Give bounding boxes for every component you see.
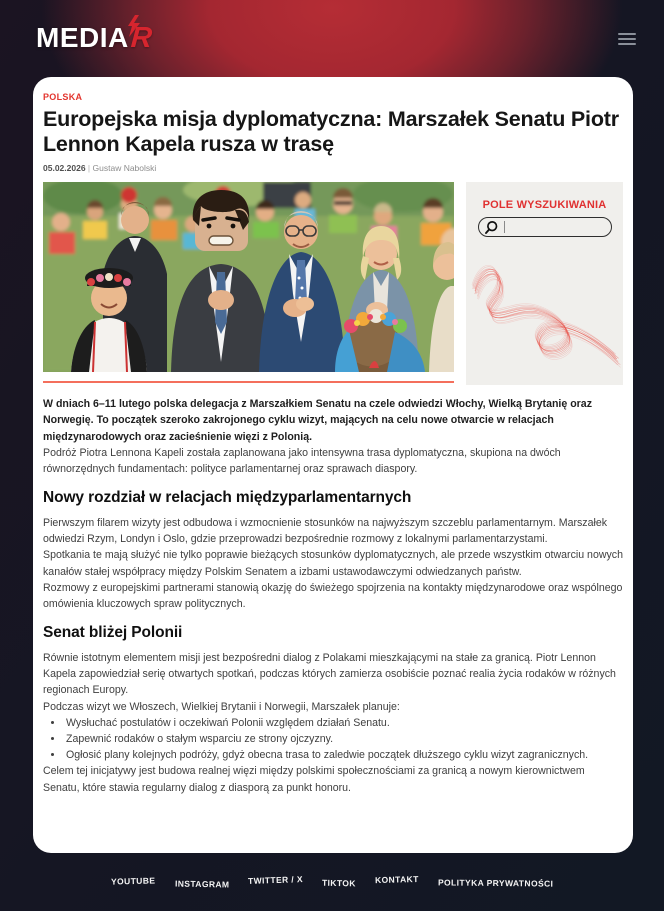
media-row	[43, 182, 623, 385]
category-label[interactable]: POLSKA	[43, 92, 83, 102]
paragraph: Pierwszym filarem wizyty jest odbudowa i wzmocnienie stosunków na najwyższym szczeblu parlamentarnym. Marszałek odwiedzi Rzym, Londyn i Oslo, gdzie przeprowadzi bezpośrednie rozmowy z lokalnymi parlamentarzystami.	[43, 517, 608, 546]
search-label: POLE WYSZUKIWANIA	[482, 199, 607, 212]
site-footer	[0, 853, 664, 911]
article-author: Gustaw Nabolski	[92, 163, 157, 174]
footer-link-privacy[interactable]: POLITYKA PRYWATNOŚCI	[437, 877, 553, 889]
article-date: 05.02.2026	[43, 163, 86, 174]
paragraph: Równie istotnym elementem misji jest bezpośredni dialog z Polakami mieszkającymi na stałe za granicą. Piotr Lennon Kapela zapowiedział serię otwartych spotkań, podczas których zamierza osobiście poznać realia życia rodaków w różnych regionach Europy.	[43, 651, 616, 697]
bullet-item: • Wysłuchać postulatów i oczekiwań Polonii względem działań Senatu.	[64, 715, 623, 731]
logo-text-r: R	[129, 22, 153, 54]
bullet-list	[43, 715, 623, 764]
photo-column	[43, 182, 454, 383]
article-meta	[43, 163, 623, 173]
search-panel	[466, 182, 623, 385]
search-input[interactable]	[505, 220, 606, 234]
article-card	[33, 77, 633, 853]
magnifier-icon	[484, 220, 499, 235]
closing-paragraph: Celem tej inicjatywy jest budowa realnej więzi między polskimi społecznościami za granicą a nowym kierownictwem Senatu, które stawia regularny dialog z diasporą za punkt honoru.	[43, 765, 585, 794]
bullet-item: • Ogłosić plany kolejnych podróży, gdyż obecna trasa to zaledwie początek dłuższego cyklu wizyt zagranicznych.	[64, 747, 623, 763]
bullet-item: • Zapewnić rodaków o stałym wsparciu ze strony ojczyzny.	[64, 731, 623, 747]
meta-separator: |	[87, 163, 91, 174]
hamburger-menu-icon[interactable]	[618, 29, 636, 49]
paragraph: Podczas wizyt we Włoszech, Wielkiej Brytanii i Norwegii, Marszałek planuje:	[43, 700, 400, 713]
footer-link-twitter[interactable]: TWITTER / X	[247, 874, 304, 886]
footer-link-instagram[interactable]: INSTAGRAM	[174, 878, 230, 890]
logo-text-media: MEDIA	[36, 22, 129, 53]
article-title: Europejska misja dyplomatyczna: Marszałek Senatu Piotr Lennon Kapela rusza w trasę	[43, 107, 619, 157]
footer-link-kontakt[interactable]: KONTAKT	[374, 873, 419, 886]
section-heading-2: Senat bliżej Polonii	[43, 624, 183, 642]
article-body	[43, 396, 623, 815]
lead-paragraph: W dniach 6–11 lutego polska delegacja z Marszałkiem Senatu na czele odwiedzi Włochy, Wielką Brytanię oraz Norwegię. To początek szeroko zakrojonego cyklu wizyt, mających na celu nowe otwarcie w relacjach międzynarodowych oraz zacieśnienie więzi z Polonią.	[43, 398, 592, 443]
article-photo	[43, 182, 454, 372]
photo-divider	[43, 381, 454, 383]
site-logo[interactable]	[36, 24, 152, 53]
paragraph: Rozmowy z europejskimi partnerami stanowią okazję do świeżego spojrzenia na kontakty międzynarodowe oraz wspólnego omówienia kluczowych spraw politycznych.	[43, 581, 623, 611]
paragraph: Podróż Piotra Lennona Kapeli została zaplanowana jako intensywna trasa dyplomatyczna, skupiona na dwóch równorzędnych fundamentach: polityce parlamentarnej oraz sprawach diaspory.	[43, 446, 561, 476]
paragraph: Spotkania te mają służyć nie tylko poprawie bieżących stosunków dyplomatycznych, ale przede wszystkim otwarciu nowych kanałów stałej współpracy między Polskim Senatem a izbami ustawodawczymi odwiedzanych państw.	[43, 549, 623, 578]
footer-link-tiktok[interactable]: TIKTOK	[321, 877, 356, 889]
site-header	[0, 0, 664, 77]
search-field[interactable]	[478, 217, 612, 237]
red-wave-decoration	[469, 263, 621, 375]
section-heading-1: Nowy rozdział w relacjach międzyparlamentarnych	[43, 489, 412, 507]
footer-link-youtube[interactable]: YOUTUBE	[111, 875, 156, 887]
logo-r-mark	[131, 24, 152, 53]
